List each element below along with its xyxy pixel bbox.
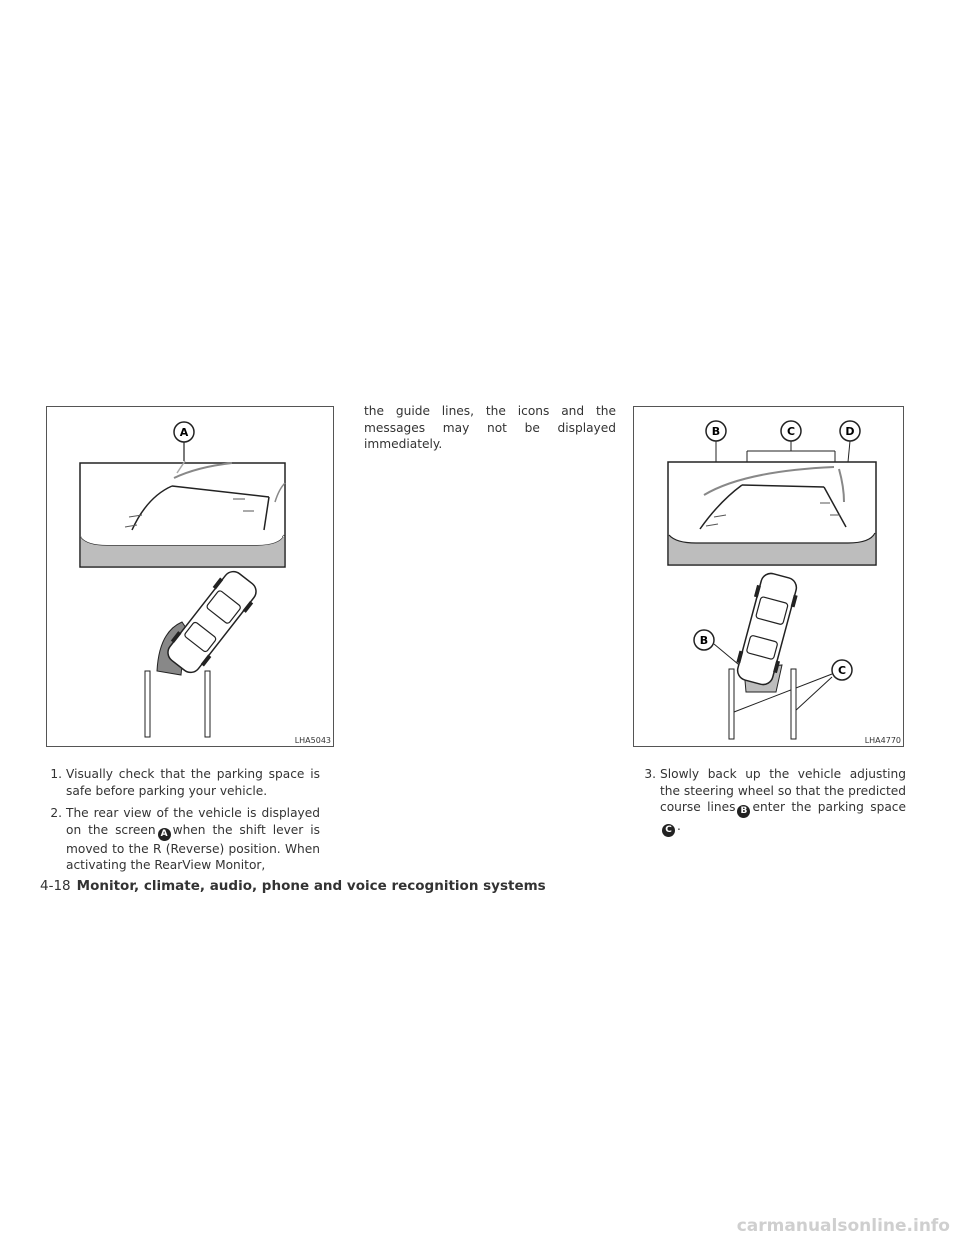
watermark: carmanualsonline.info xyxy=(736,1216,950,1236)
steps-column-2 xyxy=(364,403,616,457)
step-text-part: Slowly back up the vehicle adjusting the steering wheel so that the predicted course lines xyxy=(660,767,906,814)
callout-label-c-top: C xyxy=(786,425,796,438)
figure-predicted-course xyxy=(633,406,904,747)
callout-label-b-side: B xyxy=(699,634,709,647)
step-number: 1. xyxy=(50,767,62,781)
step-2 xyxy=(40,805,320,874)
step-1 xyxy=(40,766,320,799)
rear-view-illustration xyxy=(47,407,335,748)
callout-label-c-side: C xyxy=(837,664,847,677)
page-number: 4-18 xyxy=(40,878,71,894)
page-footer xyxy=(40,878,546,894)
callout-label-a: A xyxy=(179,426,189,439)
steps-column-3 xyxy=(634,766,906,837)
marker-a-icon: A xyxy=(158,828,171,841)
course-lines-illustration xyxy=(634,407,905,748)
step-number: 3. xyxy=(644,767,656,781)
step-text: Visually check that the parking space is safe before parking your vehicle. xyxy=(66,767,320,798)
step-2-continuation: the guide lines, the icons and the messages may not be displayed immediately. xyxy=(364,404,616,451)
step-text-part: enter the parking space xyxy=(752,800,906,814)
marker-c-icon: C xyxy=(662,824,675,837)
step-text-part: when the shift lever is moved to the R (Reverse) position. When activating the RearView Monitor, xyxy=(66,822,320,872)
callout-label-d-top: D xyxy=(845,425,855,438)
steps-column-1 xyxy=(40,766,320,874)
figure-code: LHA5043 xyxy=(294,736,331,745)
marker-b-icon: B xyxy=(737,805,750,818)
callout-label-b-top: B xyxy=(711,425,721,438)
chapter-title: Monitor, climate, audio, phone and voice recognition systems xyxy=(76,878,546,894)
step-text xyxy=(660,766,906,837)
step-text-part: . xyxy=(677,819,681,833)
figure-rear-view-screen xyxy=(46,406,334,747)
step-number: 2. xyxy=(50,806,62,820)
step-text xyxy=(66,805,320,874)
car-top-view xyxy=(162,566,263,679)
step-text-part: The rear view of the vehicle is displayed on the screen xyxy=(66,806,320,837)
step-3 xyxy=(634,766,906,837)
figure-code: LHA4770 xyxy=(864,736,901,745)
